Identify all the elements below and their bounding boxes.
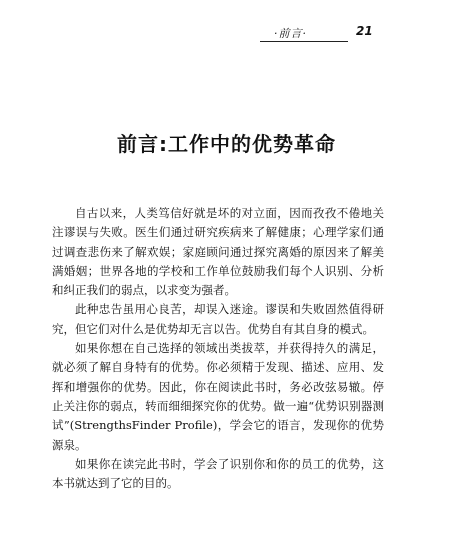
paragraph: 此种忠告虽用心良苦，却误入迷途。谬误和失败固然值得研究，但它们对什么是优势却无言以告。优势自有其自身的模式。 <box>52 302 384 336</box>
chapter-title: 前言:工作中的优势革命 <box>117 132 336 156</box>
body-text <box>52 204 384 493</box>
header-rule <box>260 41 348 42</box>
paragraph: 如果你想在自己选择的领域出类拔萃，并获得持久的满足，就必须了解自身特有的优势。你必须精于发现、描述、应用、发挥和增强你的优势。因此，你在阅读此书时，务必改弦易辙。停止关注你的弱点，转而细细探究你的优势。做一遍“优势识别器测试”(StrengthsFinder Profile)，学会它的语言，发现你的优势源泉。 <box>52 341 384 452</box>
page-number: 21 <box>356 24 373 38</box>
running-title: ·前言· <box>274 27 307 40</box>
running-header <box>260 22 380 44</box>
paragraph: 如果你在读完此书时，学会了识别你和你的员工的优势，这本书就达到了它的目的。 <box>52 456 384 491</box>
paragraph: 自古以来，人类笃信好就是坏的对立面，因而孜孜不倦地关注谬误与失败。医生们通过研究疾病来了解健康；心理学家们通过调查悲伤来了解欢娱；家庭顾问通过探究离婚的原因来了解美满婚姻；世界各地的学校和工作单位鼓励我们每个人识别、分析和纠正我们的弱点，以求变为强者。 <box>52 206 384 298</box>
